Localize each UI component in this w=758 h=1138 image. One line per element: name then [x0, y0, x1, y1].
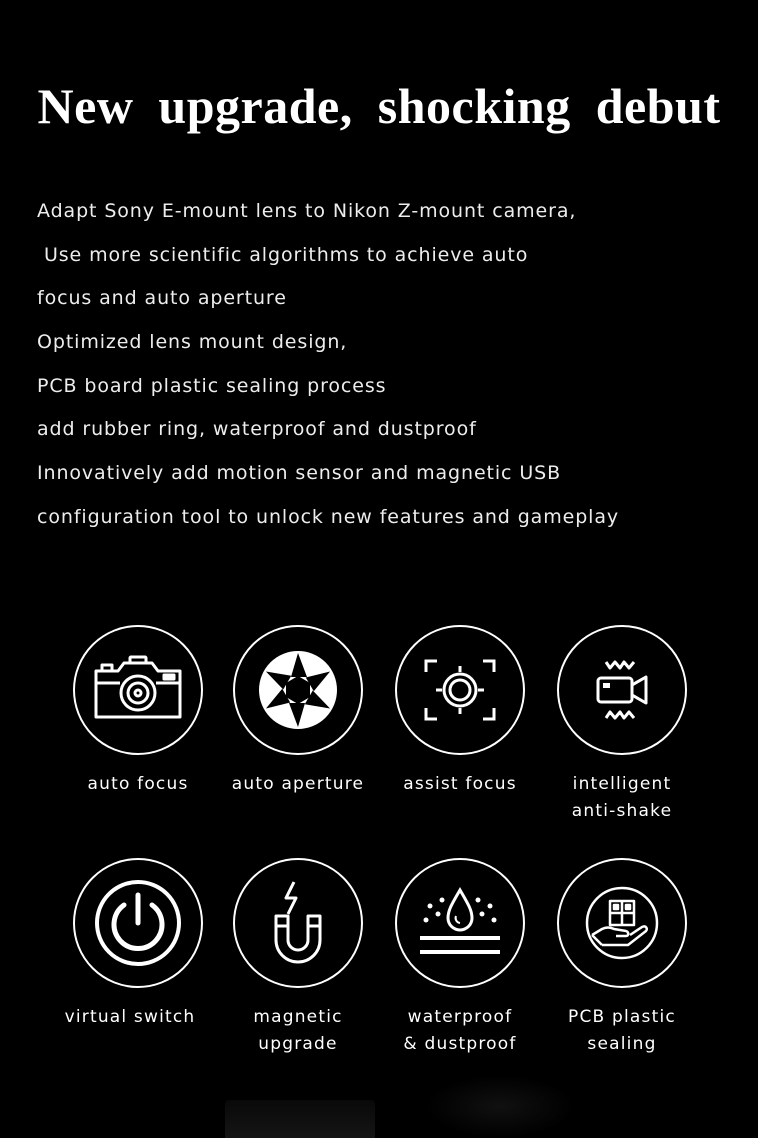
- description-line: Optimized lens mount design,: [37, 331, 348, 354]
- feature-circle: [233, 625, 363, 755]
- description-line: Innovatively add motion sensor and magnetic USB: [37, 462, 562, 485]
- feature-circle: [557, 625, 687, 755]
- description-line: Use more scientific algorithms to achieve auto: [37, 243, 529, 266]
- power-icon: [92, 877, 184, 969]
- description-line: focus and auto aperture: [37, 287, 287, 310]
- feature-anti-shake: [537, 625, 707, 825]
- description-line: configuration tool to unlock new features and gameplay: [37, 505, 620, 528]
- feature-pcb-sealing: [537, 858, 707, 1058]
- feature-assist-focus: [375, 625, 545, 798]
- description-list: [37, 196, 753, 546]
- feature-label: assist focus: [403, 774, 517, 794]
- feature-waterproof: [375, 858, 545, 1058]
- magnet-icon: [268, 880, 328, 966]
- description-line: Adapt Sony E-mount lens to Nikon Z-mount camera,: [37, 200, 577, 222]
- hand-chip-icon: [584, 885, 660, 961]
- bottom-product-shadow: [425, 1075, 575, 1138]
- feature-label: auto aperture: [231, 774, 365, 794]
- feature-circle: [395, 858, 525, 988]
- aperture-icon: [255, 647, 341, 733]
- feature-label: virtual switch: [64, 1007, 196, 1027]
- feature-circle: [73, 858, 203, 988]
- feature-label: intelligent anti-shake: [571, 774, 673, 821]
- feature-circle: [73, 625, 203, 755]
- feature-label: waterproof & dustproof: [403, 1007, 517, 1054]
- focus-target-icon: [423, 658, 497, 722]
- camera-icon: [90, 655, 186, 725]
- video-camera-shake-icon: [590, 658, 654, 722]
- description-line: add rubber ring, waterproof and dustproof: [37, 418, 477, 441]
- feature-circle: [557, 858, 687, 988]
- description-line: PCB board plastic sealing process: [37, 374, 387, 397]
- feature-label: PCB plastic sealing: [568, 1007, 676, 1054]
- feature-circle: [233, 858, 363, 988]
- bottom-product-shadow: [225, 1100, 375, 1138]
- feature-label: auto focus: [87, 774, 189, 794]
- feature-circle: [395, 625, 525, 755]
- feature-magnetic-upgrade: [213, 858, 383, 1058]
- feature-virtual-switch: [53, 858, 223, 1031]
- feature-auto-focus: [53, 625, 223, 798]
- page-title: New upgrade, shocking debut: [37, 78, 721, 134]
- feature-auto-aperture: [213, 625, 383, 798]
- feature-label: magnetic upgrade: [253, 1007, 343, 1054]
- water-drop-icon: [416, 886, 504, 960]
